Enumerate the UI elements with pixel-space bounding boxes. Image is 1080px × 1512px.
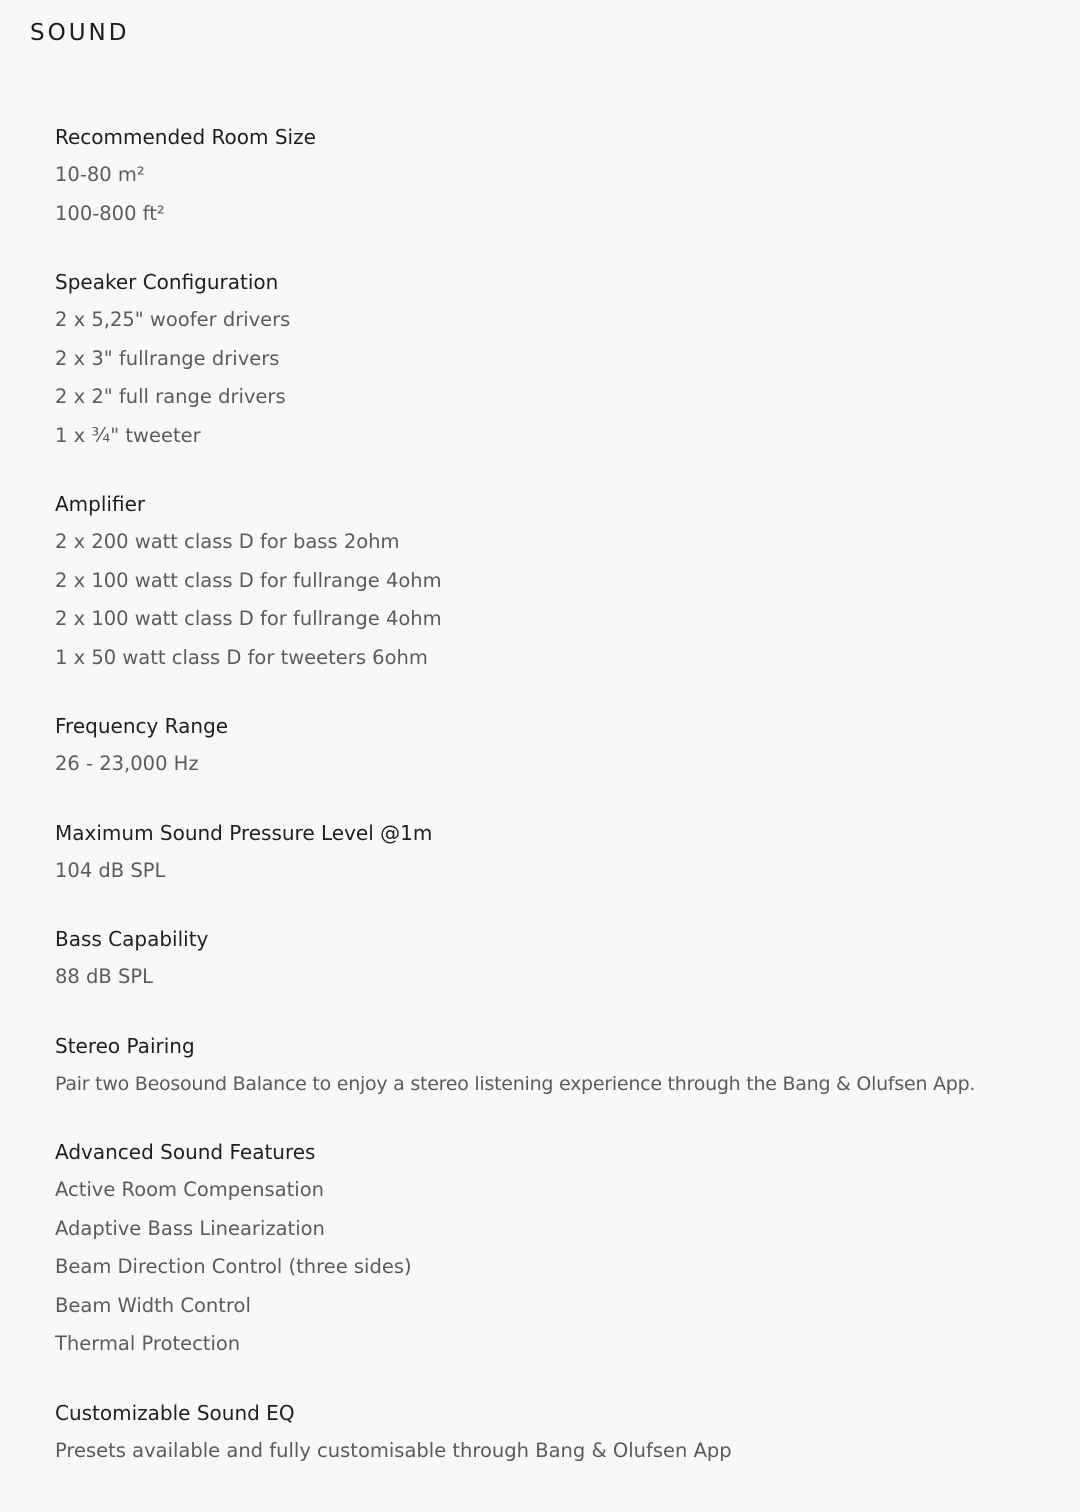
spec-value: 1 x ¾" tweeter — [55, 423, 201, 447]
spec-label: Advanced Sound Features — [55, 1140, 316, 1164]
spec-label: Bass Capability — [55, 927, 209, 951]
spec-value: Presets available and fully customisable through Bang & Olufsen App — [55, 1438, 732, 1462]
spec-advanced-sound-features — [55, 1133, 1075, 1364]
spec-value: 2 x 2" full range drivers — [55, 385, 286, 408]
spec-value: Beam Width Control — [55, 1293, 251, 1317]
spec-value: 2 x 100 watt class D for fullrange 4ohm — [55, 607, 442, 630]
spec-value: Thermal Protection — [55, 1332, 241, 1355]
spec-list — [55, 118, 1075, 1500]
spec-value: 2 x 100 watt class D for fullrange 4ohm — [55, 568, 442, 592]
spec-label: Recommended Room Size — [55, 125, 316, 149]
spec-max-sound-pressure — [55, 814, 1075, 891]
spec-label: Maximum Sound Pressure Level @1m — [55, 820, 433, 845]
spec-value: 2 x 200 watt class D for bass 2ohm — [55, 530, 400, 553]
spec-value: 1 x 50 watt class D for tweeters 6ohm — [55, 645, 428, 669]
spec-label: Customizable Sound EQ — [55, 1400, 295, 1425]
spec-label: Speaker Configuration — [55, 270, 279, 294]
spec-value: 2 x 5,25" woofer drivers — [55, 308, 291, 331]
spec-value: 26 - 23,000 Hz — [55, 752, 199, 775]
spec-speaker-configuration — [55, 263, 1075, 455]
spec-label: Frequency Range — [55, 714, 229, 738]
section-title: SOUND — [30, 20, 130, 46]
spec-amplifier — [55, 485, 1075, 677]
spec-value: 10-80 m² — [55, 163, 145, 186]
spec-value: Active Room Compensation — [55, 1178, 324, 1201]
spec-stereo-pairing — [55, 1027, 1075, 1104]
spec-value: 100-800 ft² — [55, 201, 165, 225]
spec-bass-capability — [55, 920, 1075, 997]
spec-value: Beam Direction Control (three sides) — [55, 1255, 412, 1278]
spec-value: 104 dB SPL — [55, 858, 166, 882]
spec-value: Pair two Beosound Balance to enjoy a stereo listening experience through the Bang & Olufsen App. — [55, 1072, 976, 1095]
spec-room-size — [55, 118, 1075, 233]
spec-customizable-sound-eq — [55, 1394, 1075, 1471]
spec-frequency-range — [55, 707, 1075, 784]
spec-value: 88 dB SPL — [55, 965, 153, 988]
spec-label: Stereo Pairing — [55, 1033, 195, 1058]
spec-value: 2 x 3" fullrange drivers — [55, 346, 280, 370]
spec-value: Adaptive Bass Linearization — [55, 1216, 325, 1240]
spec-label: Amplifier — [55, 492, 146, 516]
